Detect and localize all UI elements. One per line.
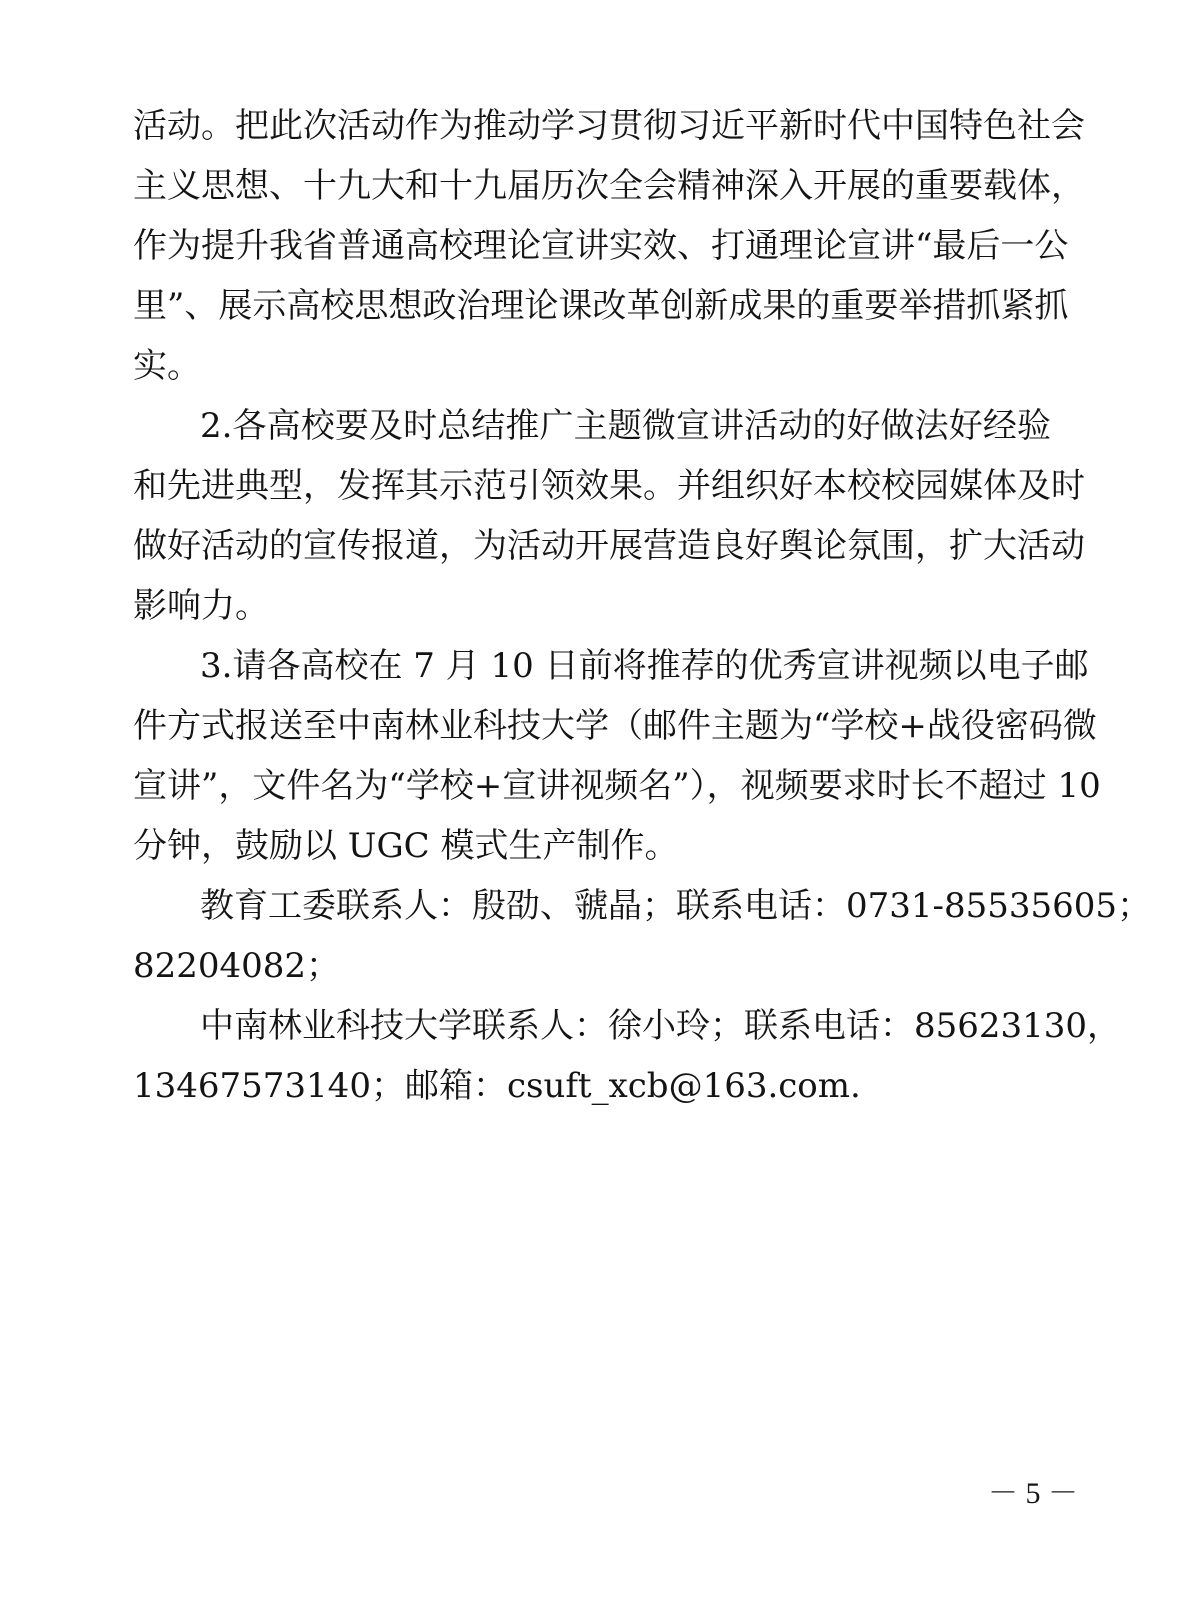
paragraph-2-line-3: 做好活动的宣传报道，为活动开展营造良好舆论氛围，扩大活动	[133, 526, 1085, 566]
paragraph-1-line-2: 主义思想、十九大和十九届历次全会精神深入开展的重要载体，	[133, 166, 1085, 206]
page-number: － 5 －	[988, 1477, 1078, 1510]
contact-education-committee-line-1: 教育工委联系人：殷劭、虢晶；联系电话：0731-85535605；	[200, 886, 1152, 926]
paragraph-3-line-3: 宣讲”，文件名为“学校+宣讲视频名”），视频要求时长不超过 10	[133, 766, 1101, 806]
paragraph-1-line-4: 里”、展示高校思想政治理论课改革创新成果的重要举措抓紧抓	[133, 286, 1069, 326]
contact-csuft-line-1: 中南林业科技大学联系人：徐小玲；联系电话：85623130，	[200, 1006, 1122, 1046]
paragraph-2-line-2: 和先进典型，发挥其示范引领效果。并组织好本校校园媒体及时	[133, 466, 1085, 506]
paragraph-2-line-1: 2.各高校要及时总结推广主题微宣讲活动的好做法好经验	[200, 406, 1051, 446]
paragraph-1-line-1: 活动。把此次活动作为推动学习贯彻习近平新时代中国特色社会	[133, 106, 1085, 146]
paragraph-3-line-1: 3.请各高校在 7 月 10 日前将推荐的优秀宣讲视频以电子邮	[200, 646, 1089, 686]
paragraph-3-line-4: 分钟，鼓励以 UGC 模式生产制作。	[133, 826, 679, 866]
contact-csuft-line-2: 13467573140；邮箱：csuft_xcb@163.com.	[133, 1066, 861, 1106]
paragraph-1-line-5: 实。	[133, 346, 201, 386]
contact-education-committee-line-2: 82204082；	[133, 946, 341, 986]
paragraph-1-line-3: 作为提升我省普通高校理论宣讲实效、打通理论宣讲“最后一公	[133, 226, 1069, 266]
paragraph-3-line-2: 件方式报送至中南林业科技大学（邮件主题为“学校+战役密码微	[133, 706, 1097, 746]
paragraph-2-line-4: 影响力。	[133, 586, 269, 626]
